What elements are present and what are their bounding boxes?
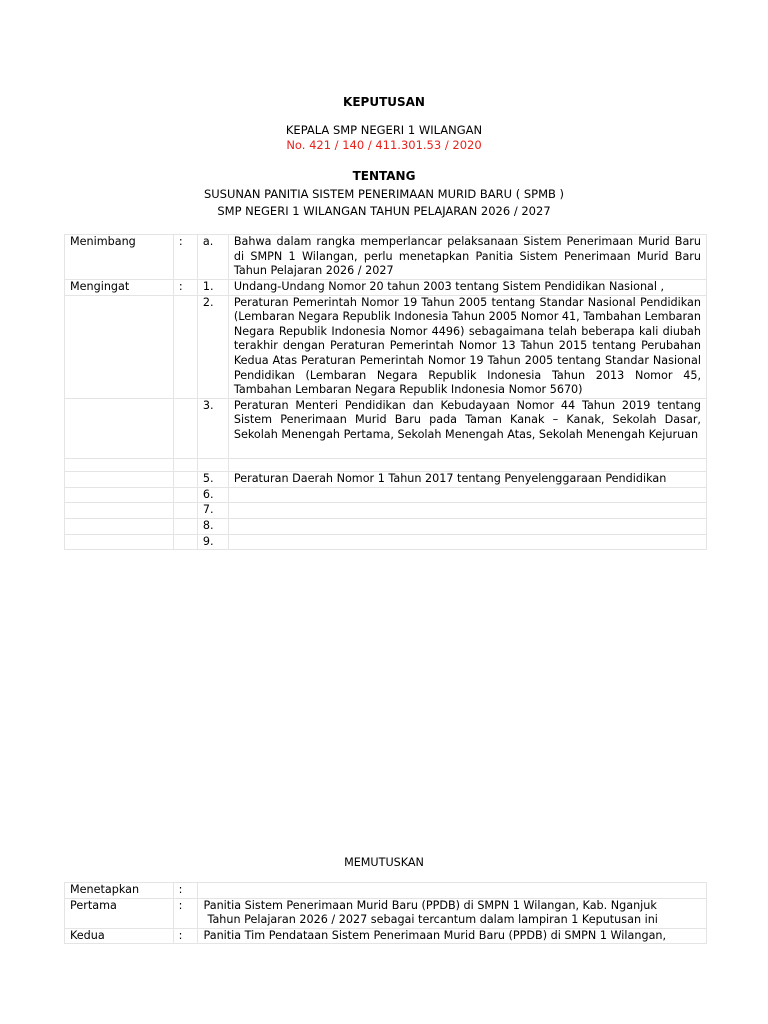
item-marker: 5. <box>197 471 228 487</box>
pertama-line-2: Tahun Pelajaran 2026 / 2027 sebagai tercantum dalam lampiran 1 Keputusan ini <box>207 913 658 927</box>
menimbang-label: Menimbang <box>65 235 174 280</box>
item-text: Peraturan Menteri Pendidikan dan Kebudayaan Nomor 44 Tahun 2019 tentang Sistem Penerimaan Murid Baru pada Taman Kanak – Kanak, Sekolah Dasar, Sekolah Menengah Pertama, Sekolah Menengah Atas, Sekolah Menengah Kejuruan <box>228 398 706 458</box>
mengingat-label: Mengingat <box>65 280 174 296</box>
colon: : <box>173 883 198 899</box>
considerations-table <box>64 234 707 550</box>
item-text <box>228 458 706 471</box>
colon: : <box>173 928 198 944</box>
item-marker: 1. <box>197 280 228 296</box>
item-text: Bahwa dalam rangka memperlancar pelaksanaan Sistem Penerimaan Murid Baru di SMPN 1 Wilangan, perlu menetapkan Panitia Sistem Penerimaan Murid Baru Tahun Pelajaran 2026 / 2027 <box>228 235 706 280</box>
table-row <box>65 503 707 519</box>
table-row <box>65 471 707 487</box>
item-text: Peraturan Daerah Nomor 1 Tahun 2017 tentang Penyelenggaraan Pendidikan <box>228 471 706 487</box>
decree-number: No. 421 / 140 / 411.301.53 / 2020 <box>286 138 482 152</box>
table-row <box>65 928 707 944</box>
table-row <box>65 235 707 280</box>
decision-heading: MEMUTUSKAN <box>344 856 424 869</box>
pertama-text <box>198 898 707 928</box>
kedua-text: Panitia Tim Pendataan Sistem Penerimaan Murid Baru (PPDB) di SMPN 1 Wilangan, <box>198 928 707 944</box>
colon: : <box>173 280 197 296</box>
subject-line-1: SUSUNAN PANITIA SISTEM PENERIMAAN MURID BARU ( SPMB ) <box>203 187 565 201</box>
item-marker <box>197 458 228 471</box>
pertama-label: Pertama <box>65 898 174 928</box>
item-marker: 8. <box>197 518 228 534</box>
table-row <box>65 883 707 899</box>
item-marker: 6. <box>197 487 228 503</box>
table-row <box>65 398 707 458</box>
menetapkan-label: Menetapkan <box>65 883 174 899</box>
item-marker: 3. <box>197 398 228 458</box>
document-title: KEPUTUSAN <box>343 95 425 109</box>
item-text <box>228 534 706 550</box>
item-text <box>228 518 706 534</box>
table-row <box>65 898 707 928</box>
item-text <box>228 503 706 519</box>
colon: : <box>173 235 197 280</box>
table-row <box>65 458 707 471</box>
item-marker: a. <box>197 235 228 280</box>
item-marker: 2. <box>197 295 228 398</box>
table-row <box>65 518 707 534</box>
about-label: TENTANG <box>352 169 416 183</box>
issuer-line: KEPALA SMP NEGERI 1 WILANGAN <box>285 123 483 137</box>
table-row <box>65 295 707 398</box>
kedua-label: Kedua <box>65 928 174 944</box>
table-row <box>65 280 707 296</box>
subject-line-2: SMP NEGERI 1 WILANGAN TAHUN PELAJARAN 2026 / 2027 <box>217 204 551 218</box>
item-text: Undang-Undang Nomor 20 tahun 2003 tentang Sistem Pendidikan Nasional , <box>228 280 706 296</box>
table-row <box>65 534 707 550</box>
item-text: Peraturan Pemerintah Nomor 19 Tahun 2005 tentang Standar Nasional Pendidikan (Lembaran Negara Republik Indonesia Tahun 2005 Nomor 41, Tambahan Lembaran Negara Republik Indonesia Nomor 4496) sebagaimana telah beberapa kali diubah terakhir dengan Peraturan Pemerintah Nomor 13 Tahun 2015 tentang Perubahan Kedua Atas Peraturan Pemerintah Nomor 19 Tahun 2005 tentang Standar Nasional Pendidikan (Lembaran Negara Republik Indonesia Tahun 2013 Nomor 45, Tambahan Lembaran Negara Republik Indonesia Nomor 5670) <box>228 295 706 398</box>
item-marker: 7. <box>197 503 228 519</box>
pertama-line-1: Panitia Sistem Penerimaan Murid Baru (PPDB) di SMPN 1 Wilangan, Kab. Nganjuk <box>203 898 657 912</box>
colon: : <box>173 898 198 928</box>
decision-table <box>64 882 707 944</box>
item-marker: 9. <box>197 534 228 550</box>
table-row <box>65 487 707 503</box>
item-text <box>228 487 706 503</box>
